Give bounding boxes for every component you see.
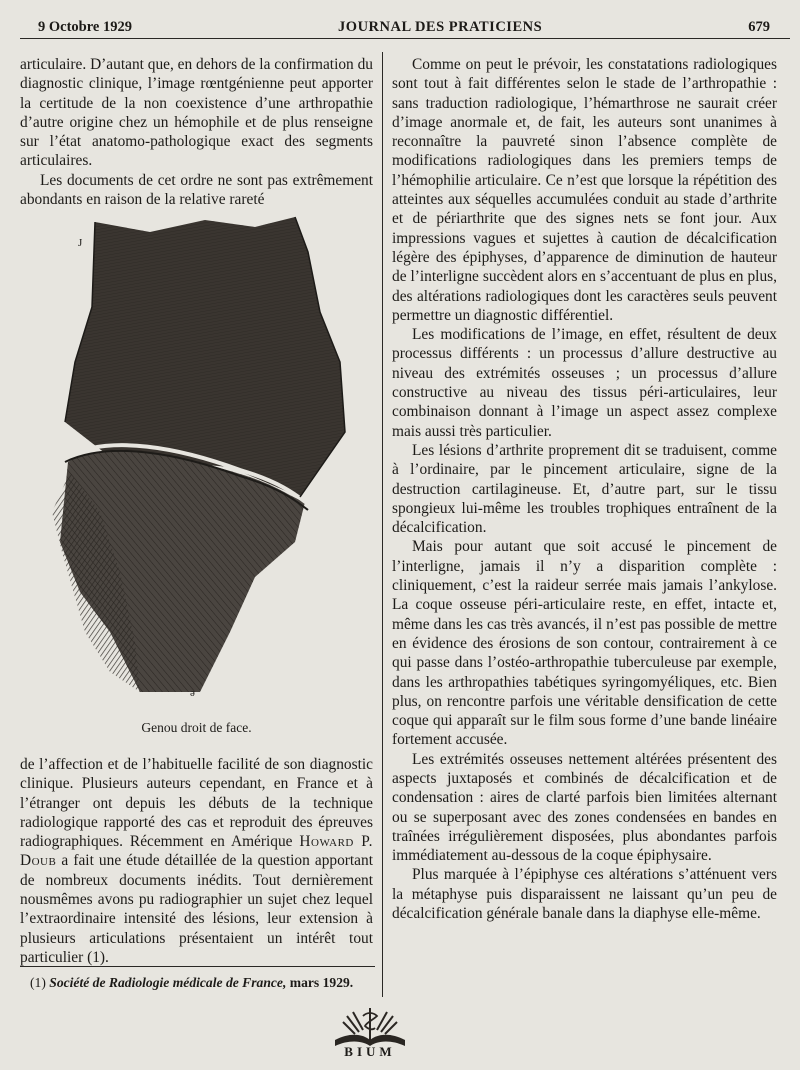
page-number: 679 bbox=[748, 18, 770, 35]
column-divider bbox=[382, 52, 383, 997]
knee-xray-illustration bbox=[40, 212, 360, 712]
paragraph: Les modifications de l’image, en effet, résultent de deux processus différents : un processus d’allure destructive au niveau des extrémités osseuses ; un processus d’allure constructive au niveau des tissus péri-articulaires, leur combinaison donnant à l’image un aspect assez complexe mais aussi très particulier. bbox=[392, 326, 777, 440]
svg-text:J: J bbox=[78, 237, 83, 249]
right-column bbox=[392, 55, 777, 923]
paragraph: Les extrémités osseuses nettement altérées présentent des aspects juxtaposés et combinés de décalcification et de condensation : aires de clarté parfois bien limitées alternant ou se superposant avec des zones condensées en bandes en traînées irrégulièrement disposées, plus abondantes parfois immédiatement au-dessous de la coque épiphysaire. bbox=[392, 750, 777, 865]
running-header bbox=[38, 16, 770, 38]
left-column-bottom bbox=[20, 755, 373, 967]
header-rule bbox=[20, 38, 790, 39]
author-name: Howard P. Doub bbox=[20, 833, 373, 870]
paragraph-text: de l’affection et de l’habituelle facilité de son diagnostic clinique. Plusieurs auteurs cependant, en France et à l’étranger ont depuis les débuts de la technique radiologique rapporté des cas et reproduit des épreuves radiographiques. Récemment en Amérique bbox=[20, 756, 373, 851]
paragraph: Les documents de cet ordre ne sont pas extrêmement abondants en raison de la relative rareté bbox=[20, 171, 373, 209]
footnote-date: mars 1929. bbox=[286, 975, 354, 990]
paragraph: Plus marquée à l’épiphyse ces altérations s’atténuent vers la métaphyse puis disparaissent ne laissant qu’un peu de décalcification générale banale dans la diaphyse elle-même. bbox=[392, 866, 777, 923]
paragraph bbox=[20, 755, 373, 967]
footnote-source: Société de Radiologie médicale de France, bbox=[49, 975, 287, 990]
footnote bbox=[30, 975, 375, 991]
paragraph-text: a fait une étude détaillée de la question apportant de nombreux documents inédits. Tout dernièrement nousmêmes avons pu radiographier un sujet chez lequel l’extraordinaire intensité des lésions, leur extension à plusieurs articulations présentaient un intérêt tout particulier (1). bbox=[20, 852, 373, 966]
paragraph: Les lésions d’arthrite proprement dit se traduisent, comme à l’ordinaire, par le pincement articulaire, signe de la destruction cartilagineuse. Et, d’autre part, sur le tissu spongieux lui-même les troubles trophiques entraînent de la décalcification. bbox=[392, 441, 777, 537]
journal-title: JOURNAL DES PRATICIENS bbox=[338, 18, 543, 35]
left-column-top bbox=[20, 55, 373, 209]
issue-date: 9 Octobre 1929 bbox=[38, 18, 132, 35]
logo-text: BIUM bbox=[344, 1044, 396, 1059]
footnote-rule bbox=[20, 966, 375, 967]
paragraph: Mais pour autant que soit accusé le pincement de l’interligne, jamais il n’y a disparition complète : cliniquement, c’est la raideur serrée mais jamais l’ankylose. La coque osseuse péri-articulaire reste, en effet, intacte et, même dans les cas très avancés, il n’est pas possible de mettre en évidence des érosions de son contour, contrairement à ce qui passe dans l’ostéo-arthropathie tuberculeuse par exemple, dans les arthropathies tabétiques syringomyéliques, etc. Bien plus, on rencontre parfois une véritable densification de cette coque qui apparaît sur le film sous forme d’une bande linéaire fortement accusée. bbox=[392, 538, 777, 749]
footnote-number: (1) bbox=[30, 975, 46, 990]
figure-caption: Genou droit de face. bbox=[141, 720, 252, 735]
paragraph: articulaire. D’autant que, en dehors de la confirmation du diagnostic clinique, l’image rœntgénienne peut apporter la certitude de la non coexistence d’une arthropathie d’autre origine chez un hémophile et de plus renseigne sur l’état anatomo-pathologique exact des segments articulaires. bbox=[20, 56, 373, 170]
svg-text:ə: ə bbox=[190, 687, 195, 699]
paragraph: Comme on peut le prévoir, les constatations radiologiques sont tout à fait différentes selon le stade de l’arthropathie : sans traduction radiologique, l’hémarthrose ne saurait créer d’image anormale et, de fait, les auteurs sont unanimes à reconnaître la pauvreté sinon l’absence complète de modifications radiologiques dans les premiers temps de l’hémophilie articulaire. Ce n’est que lorsque la répétition des atteintes aux séquelles accumulées conduit au stade d’arthrite et de périarthrite que des signes nets se font jour. Aux impressions vagues et sujettes à caution de décalcification légère des épiphyses, d’apparence de diminution de hauteur de l’interligne succèdent alors en s’accentuant de plus en plus, des altérations radiologiques dont les caractères seuls peuvent permettre un diagnostic différentiel. bbox=[392, 56, 777, 324]
